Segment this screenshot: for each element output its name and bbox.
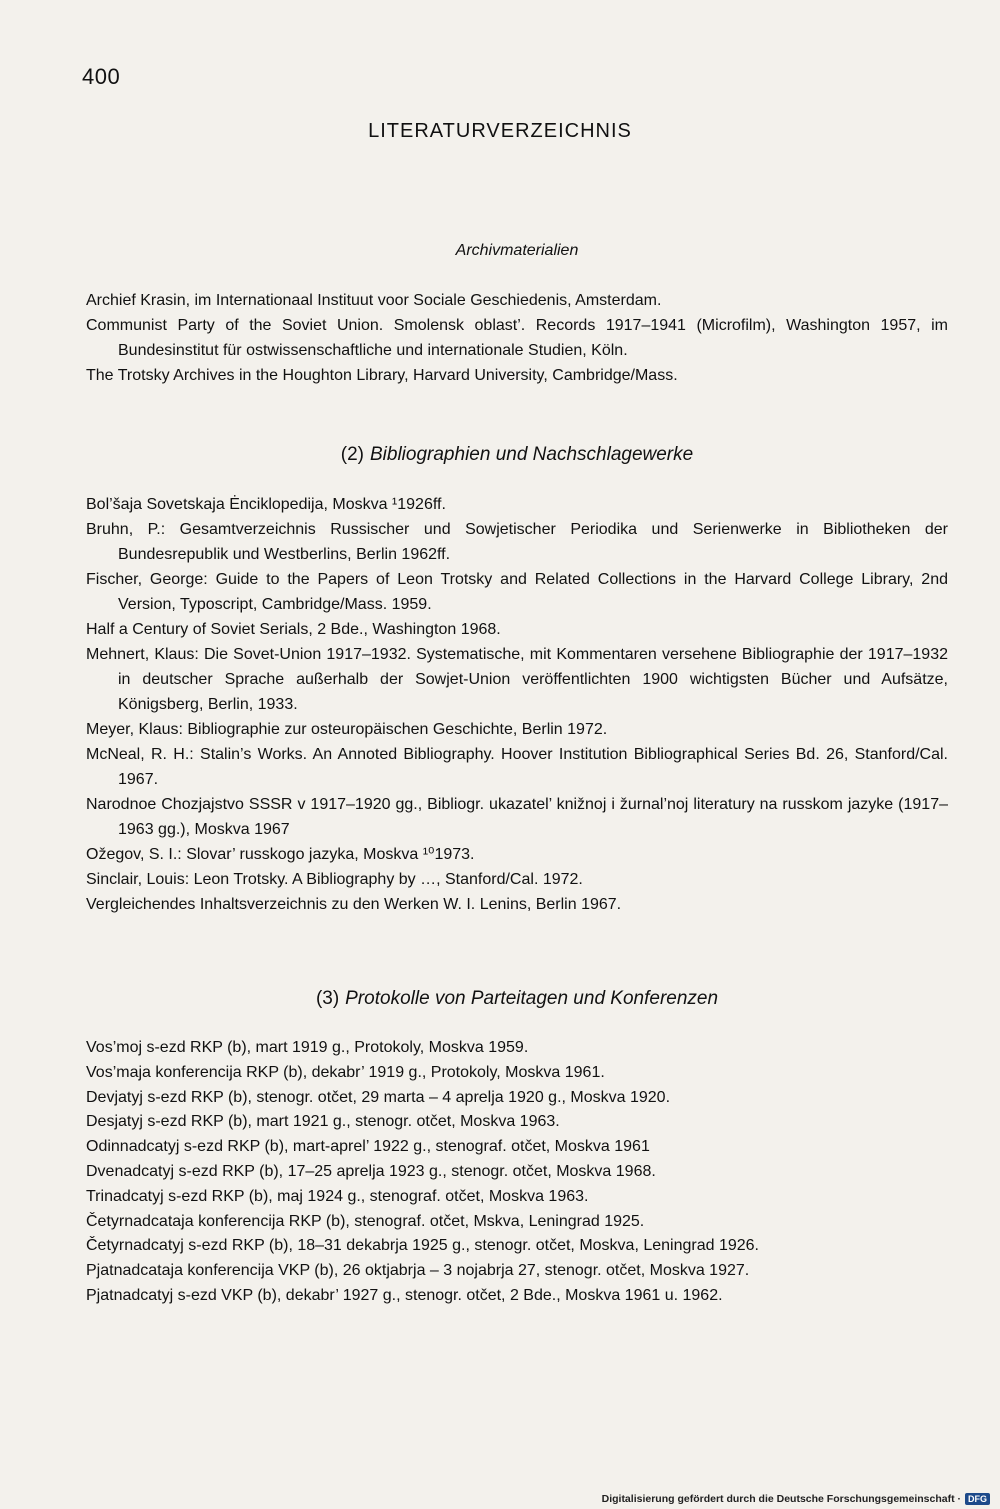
section-protocols [86, 988, 948, 1309]
list-item: Narodnoe Chozjajstvo SSSR v 1917–1920 gg., Bibliogr. ukazatel’ knižnoj i žurnal’noj literatury na russkom jazyke (1917–1963 gg.), Moskva 1967 [86, 796, 948, 838]
entry-list-archives [86, 288, 948, 388]
section-heading-protocols [86, 988, 948, 1010]
list-item: Sinclair, Louis: Leon Trotsky. A Bibliography by …, Stanford/Cal. 1972. [86, 871, 583, 888]
list-item: Vos’moj s-ezd RKP (b), mart 1919 g., Protokoly, Moskva 1959. [86, 1039, 529, 1056]
section-bibliographies [86, 444, 948, 917]
list-item: Pjatnadcataja konferencija VKP (b), 26 oktjabrja – 3 nojabrja 27, stenogr. otčet, Moskva 1927. [86, 1262, 750, 1280]
list-item: Archief Krasin, im Internationaal Instituut voor Sociale Geschiedenis, Amsterdam. [86, 292, 662, 309]
list-item: The Trotsky Archives in the Houghton Library, Harvard University, Cambridge/Mass. [86, 367, 678, 384]
list-item: Mehnert, Klaus: Die Sovet-Union 1917–1932. Systematische, mit Kommentaren versehene Bibliographie der 1917–1932 in deutscher Sprache außerhalb der Sowjet-Union veröffentlichten 1900 wichtigsten Bücher und Aufsätze, Königsberg, Berlin, 1933. [86, 646, 948, 713]
list-item: Odinnadcatyj s-ezd RKP (b), mart-aprel’ 1922 g., stenograf. otčet, Moskva 1961 [86, 1138, 650, 1156]
list-item: Četyrnadcatyj s-ezd RKP (b), 18–31 dekabrja 1925 g., stenogr. otčet, Moskva, Leningrad 1926. [86, 1237, 759, 1255]
section-title: Bibliographien und Nachschlagewerke [370, 444, 694, 465]
list-item: Vos’maja konferencija RKP (b), dekabr’ 1919 g., Protokoly, Moskva 1961. [86, 1063, 605, 1081]
dfg-logo-icon: DFG [965, 1493, 990, 1505]
section-heading-archives: Archivmaterialien [455, 242, 579, 259]
list-item: Pjatnadcatyj s-ezd VKP (b), dekabr’ 1927 g., stenogr. otčet, 2 Bde., Moskva 1961 u. 1962. [86, 1286, 723, 1304]
list-item: Devjatyj s-ezd RKP (b), stenogr. otčet, 29 marta – 4 aprelja 1920 g., Moskva 1920. [86, 1088, 671, 1106]
list-item: Trinadcatyj s-ezd RKP (b), maj 1924 g., stenograf. otčet, Moskva 1963. [86, 1187, 589, 1205]
dfg-footer [602, 1493, 990, 1505]
list-item: Fischer, George: Guide to the Papers of Leon Trotsky and Related Collections in the Harvard College Library, 2nd Version, Typoscript, Cambridge/Mass. 1959. [86, 571, 948, 613]
section-heading-bibliographies [86, 444, 948, 466]
section-number: (3) [315, 988, 340, 1009]
list-item: Dvenadcatyj s-ezd RKP (b), 17–25 aprelja 1923 g., stenogr. otčet, Moskva 1968. [86, 1162, 656, 1180]
list-item: Bruhn, P.: Gesamtverzeichnis Russischer und Sowjetischer Periodika und Serienwerke in Bibliotheken der Bundesrepublik und Westberlins, Berlin 1962ff. [86, 521, 948, 563]
entry-list-bibliographies [86, 492, 948, 917]
list-item: Bol’šaja Sovetskaja Ėnciklopedija, Moskva ¹1926ff. [86, 496, 446, 513]
list-item: Vergleichendes Inhaltsverzeichnis zu den Werken W. I. Lenins, Berlin 1967. [86, 896, 622, 913]
footer-text: Digitalisierung gefördert durch die Deutsche Forschungsgemeinschaft · [601, 1493, 961, 1505]
list-item: Ožegov, S. I.: Slovar’ russkogo jazyka, Moskva ¹⁰1973. [86, 846, 475, 863]
list-item: Desjatyj s-ezd RKP (b), mart 1921 g., stenogr. otčet, Moskva 1963. [86, 1113, 560, 1131]
page-number: 400 [82, 64, 121, 89]
page-title: LITERATURVERZEICHNIS [368, 120, 632, 142]
list-item: Half a Century of Soviet Serials, 2 Bde., Washington 1968. [86, 621, 501, 638]
entry-list-protocols [86, 1036, 948, 1309]
section-number: (2) [340, 444, 364, 465]
list-item: Communist Party of the Soviet Union. Smolensk oblast’. Records 1917–1941 (Microfilm), Washington 1957, im Bundesinstitut für ostwissenschaftliche und internationale Studien, Köln. [86, 317, 948, 359]
section-archives [86, 242, 948, 388]
list-item: McNeal, R. H.: Stalin’s Works. An Annoted Bibliography. Hoover Institution Bibliographical Series Bd. 26, Stanford/Cal. 1967. [86, 746, 948, 788]
list-item: Četyrnadcataja konferencija RKP (b), stenograf. otčet, Mskva, Leningrad 1925. [86, 1212, 645, 1230]
section-title: Protokolle von Parteitagen und Konferenzen [345, 988, 719, 1009]
list-item: Meyer, Klaus: Bibliographie zur osteuropäischen Geschichte, Berlin 1972. [86, 721, 608, 738]
